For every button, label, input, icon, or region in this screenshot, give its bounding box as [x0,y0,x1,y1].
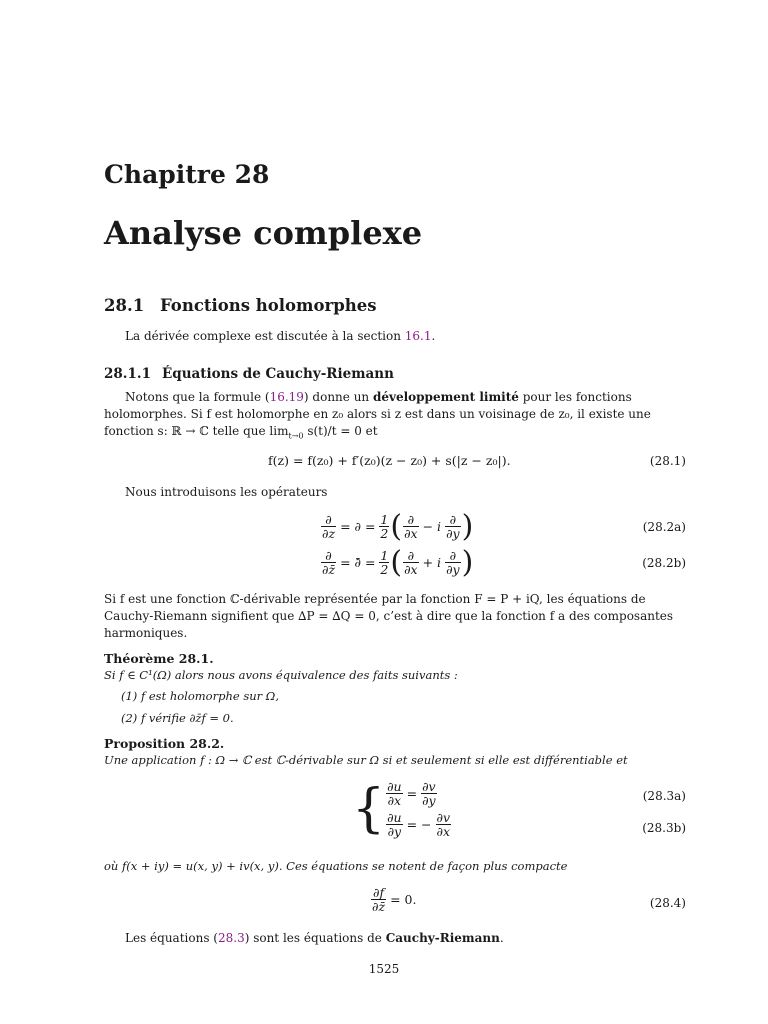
section-link[interactable]: 16.1 [404,329,432,343]
mid: = ∂̄ = [340,555,376,570]
d: ∂y [387,824,402,839]
p1-a: Notons que la formule ( [125,390,270,404]
chapter-title: Analyse complexe [104,214,423,252]
d: 2 [380,562,389,577]
paragraph-4: où f(x + iy) = u(x, y) + iv(x, y). Ces équations se notent de façon plus compacte [104,859,568,873]
n: ∂v [436,810,451,825]
frac [386,811,403,838]
p5-a: Les équations ( [125,931,218,945]
subsection-number: 28.1.1 [104,366,151,382]
theorem-statement: Si f ∈ C¹(Ω) alors nous avons équivalence des faits suivants : [104,668,458,682]
p5-b: ) sont les équations de [244,931,386,945]
eq-number-28-3b: (28.3b) [642,821,686,835]
p1-bold: développement limité [372,390,519,404]
n: ∂ [403,549,419,563]
frac [371,886,386,913]
equation-28-1: f(z) = f(z₀) + f′(z₀)(z − z₀) + s(|z − z₀|). [268,453,511,468]
eq-number-28-1: (28.1) [649,454,686,468]
frac [403,549,419,576]
equation-28-2a [320,509,473,544]
n: ∂ [445,549,461,563]
d: ∂x [404,526,418,541]
d: ∂z̄ [372,899,386,914]
frac [321,513,336,540]
n: ∂ [321,513,336,527]
subsection-title: Équations de Cauchy-Riemann [162,366,394,382]
frac [421,780,437,807]
system-lines [385,780,452,838]
proposition-statement: Une application f : Ω → ℂ est ℂ-dérivable sur Ω si et seulement si elle est différentiable et [104,753,628,767]
paren: ( [390,509,403,544]
frac [403,513,419,540]
intro-text: La dérivée complexe est discutée à la section [125,329,405,343]
d: ∂z̄ [322,562,336,577]
n: ∂v [422,779,436,794]
theorem-item-1: (1) f est holomorphe sur Ω, [121,689,279,703]
d: 2 [380,526,389,541]
p1-c: pour les fonctions holomorphes. Si f est holomorphe en z₀ alors si z est dans un voisinage de z₀, il existe une fonction s: ℝ → ℂ telle que lim [104,390,651,438]
frac [379,549,389,576]
p5-c: . [499,931,504,945]
frac [436,811,452,838]
frac [386,780,403,807]
equation-28-2b [320,545,473,580]
eq-number-28-2b: (28.2b) [642,556,686,570]
equation-system-28-3 [352,780,452,838]
p1-sub: t→0 [288,431,304,441]
frac [321,549,336,576]
frac [445,513,461,540]
n: 1 [380,548,389,563]
equation-link[interactable]: 28.3 [217,931,245,945]
n: ∂ [445,513,461,527]
paragraph-1 [104,389,686,444]
n: ∂u [387,779,402,794]
d: ∂y [446,526,460,541]
eq: = − [406,817,432,832]
paragraph-3: Si f est une fonction ℂ-dérivable représentée par la fonction F = P + iQ, les équations de Cauchy-Riemann signifient que ∆P = ∆Q = 0, c’est à dire que la fonction f a des composantes harmoniques. [104,592,674,640]
frac [445,549,461,576]
section-intro [104,328,686,345]
n: ∂f [372,885,385,900]
eq-number-28-2a: (28.2a) [642,520,686,534]
paren: ) [461,545,474,580]
op: + i [422,555,442,570]
eq-number-28-4: (28.4) [649,896,686,910]
paren: ( [390,545,403,580]
chapter-label: Chapitre 28 [104,160,270,189]
n: ∂ [321,549,336,563]
paragraph-2: Nous introduisons les opérateurs [125,485,328,499]
subsection-heading [104,366,394,382]
n: 1 [380,512,389,527]
eq-number-28-3a: (28.3a) [642,789,686,803]
paragraph-5 [104,930,686,947]
section-title: Fonctions holomorphes [160,296,377,315]
page-number: 1525 [368,962,400,976]
theorem-heading: Théorème 28.1. [104,651,214,666]
proposition-heading: Proposition 28.2. [104,736,225,751]
p1-b: ) donne un [303,390,373,404]
d: ∂y [446,562,460,577]
equation-28-3a [385,780,452,807]
intro-end: . [431,329,436,343]
n: ∂ [403,513,419,527]
brace: { [352,779,386,839]
formula-link[interactable]: 16.19 [269,390,304,404]
eq: = [406,786,418,801]
d: ∂y [422,793,436,808]
paren: ) [461,509,474,544]
p5-bold: Cauchy-Riemann [385,931,500,945]
d: ∂x [387,793,402,808]
p1-d: s(t)/t = 0 et [303,424,378,438]
theorem-item-2: (2) f vérifie ∂z̄f = 0. [121,711,234,725]
d: ∂x [436,824,451,839]
mid: = ∂ = [340,519,376,534]
frac [379,513,389,540]
equation-28-3b [385,811,452,838]
rhs: = 0. [390,892,417,907]
d: ∂z [322,526,336,541]
d: ∂x [404,562,418,577]
op: − i [422,519,442,534]
section-heading [104,296,377,315]
section-number: 28.1 [104,296,145,315]
equation-28-4 [370,886,416,913]
n: ∂u [387,810,402,825]
